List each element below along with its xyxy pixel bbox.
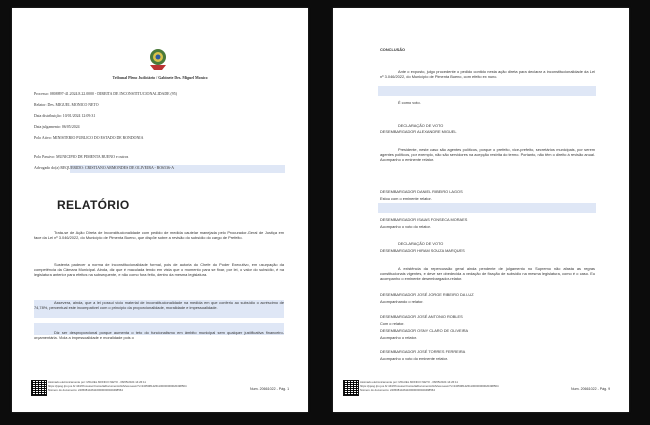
judge-name: DESEMBARGADOR ALEXANDRE MIGUEL	[380, 129, 457, 134]
document-page-1	[12, 8, 308, 412]
paragraph-4: Diz ser desproporcional porque aumenta o teto do funcionalismo em âmbito municipal sem qualquer justificativa financeiro-orçamentária. Viola a impessoalidade e moralidade pois o	[34, 330, 284, 341]
field-polo-passivo: Polo Passivo: MUNICIPIO DE PIMENTA BUENO e outros	[34, 155, 129, 159]
footer-signature: Assinado eletronicamente por: MIGUEL MONICO NETO - 08/05/2024 14:26:11	[48, 380, 146, 384]
vote-phrase: É como voto.	[398, 100, 421, 105]
judge-name: DESEMBARGADOR JOSÉ JORGE RIBEIRO DA LUZ	[380, 292, 474, 297]
footer-link[interactable]: https://pjesg.tjro.jus.br:443/Processo/ConsultaDocumento/listView.seam?x=24050814261100000000020498564	[48, 384, 187, 388]
paragraph-2: Sustenta padecer a norma de inconstitucionalidade formal, pois de autoria do Chefe do Poder Executivo, em usurpação da competência da Câmara Municipal. Ainda, diz que é maculada tendo em vista que o momento para se fixar, por lei, o valor do subsídio, é na legislatura anterior para efeitos na subsequente, e não como fora feito, dentro da mesma legislatura.	[34, 262, 284, 278]
page-number: Num. 20661022 - Pág. 1	[250, 387, 290, 391]
footer-link[interactable]: https://pjesg.tjro.jus.br:443/Processo/ConsultaDocumento/listView.seam?x=24050814261100000000020498564	[360, 384, 499, 388]
judge-vote: Estou com o eminente relator.	[380, 196, 432, 201]
judge-name: DESEMBARGADOR HIRAM SOUZA MARQUES	[380, 248, 465, 253]
court-header: Tribunal Pleno Judiciário / Gabinete Des. Miguel Monico	[112, 76, 208, 80]
field-processo: Processo: 0808897-41.2024.8.22.0000 - DIREITA DE INCONSTITUCIONALIDADE (95)	[34, 92, 177, 96]
conclusion-paragraph: Ante o exposto, julgo procedente o pedido contido nesta ação direta para declarar a inconstitucionalidade da Lei nº 3.046/2022, do Município de Pimenta Bueno, com efeito ex nunc.	[380, 69, 595, 80]
footer-signature: Assinado eletronicamente por: MIGUEL MONICO NETO - 08/05/2024 14:26:11	[360, 380, 458, 384]
page-title: RELATÓRIO	[57, 198, 130, 212]
highlight	[378, 203, 596, 213]
judge-name: DESEMBARGADOR ISAIAS FONSECA MORAES	[380, 217, 468, 222]
paragraph-1: Trata-se de Ação Direta de Inconstitucionalidade com pedido de medida cautelar manejada pelo Procurador-Geral de Justiça em face da Lei nº 3.046/2022, do Município de Pimenta Bueno, que dispõe sobre a revisão do subsídio do cargo de Prefeito.	[34, 230, 284, 241]
declaration-heading: DECLARAÇÃO DE VOTO	[398, 241, 444, 246]
page-number: Num. 20661022 - Pág. 9	[571, 387, 611, 391]
field-data-julgamento: Data julgamento: 06/05/2024	[34, 125, 80, 129]
judge-vote: Com o relator.	[380, 321, 405, 326]
qr-code	[343, 380, 359, 396]
field-polo-ativo: Polo Ativo: MINISTERIO PUBLICO DO ESTADO DE RONDONIA	[34, 136, 144, 140]
footer-doc-number: Número do documento: 24050814261100000000020498564	[48, 388, 123, 392]
judge-vote: Acompanho o voto do relator.	[380, 224, 431, 229]
field-data-distribuicao: Data distribuição: 10/01/2024 12:09:31	[34, 114, 96, 118]
field-advogado: Advogado do(a) REQUERIDO: CRISTIANO ARMONDES DE OLIVEIRA - RO6536-A	[34, 166, 175, 170]
section-title: CONCLUSÃO	[380, 47, 406, 52]
vote-paragraph: Presidente, neste caso são agentes políticos, porque o prefeito, vice-prefeito, secretários municipais, por serem agentes políticos, por exemplo, não são servidores na acepção restrita do termo. Portanto, não têm o direito à revisão anual. Acompanho o eminente relator.	[380, 147, 595, 163]
footer-doc-number: Número do documento: 24050814261100000000020498564	[360, 388, 435, 392]
declaration-heading: DECLARAÇÃO DE VOTO	[398, 123, 444, 128]
judge-name: DESEMBARGADOR JOSÉ ANTONIO ROBLES	[380, 314, 463, 319]
judge-vote: Acompanho o relator.	[380, 335, 417, 340]
qr-code	[31, 380, 47, 396]
judge-name: DESEMBARGADOR JOSÉ TORRES FERREIRA	[380, 349, 466, 354]
document-page-9	[333, 8, 629, 412]
judge-name: DESEMBARGADOR OSNY CLARO DE OLIVEIRA	[380, 328, 469, 333]
judge-vote: Acompanho o voto do eminente relator.	[380, 356, 448, 361]
judge-vote: Acompanhando o relator.	[380, 299, 424, 304]
field-relator: Relator: Des. MIGUEL MONICO NETO	[34, 103, 99, 107]
judge-name: DESEMBARGADOR DANIEL RIBEIRO LAGOS	[380, 189, 463, 194]
vote-paragraph: A existência da repercussão geral ainda pendente de julgamento no Supremo não afasta as regras constitucionais vigentes, e deve ser obedecida a vedação de fixação de subsídio na mesma legislatura, como é o caso. Eu acompanho o eminente desembargador-relator.	[380, 266, 595, 282]
state-coat-of-arms-icon	[148, 48, 168, 72]
highlight	[378, 86, 596, 96]
paragraph-3: Assevera, ainda, que a lei possui vício material de inconstitucionalidade na medida em que conferiu ao subsídio o acréscimo de 74,78%, percentual este incompatível com o princípio da proporcionalidade, moralidade e impessoalidade.	[34, 300, 284, 311]
